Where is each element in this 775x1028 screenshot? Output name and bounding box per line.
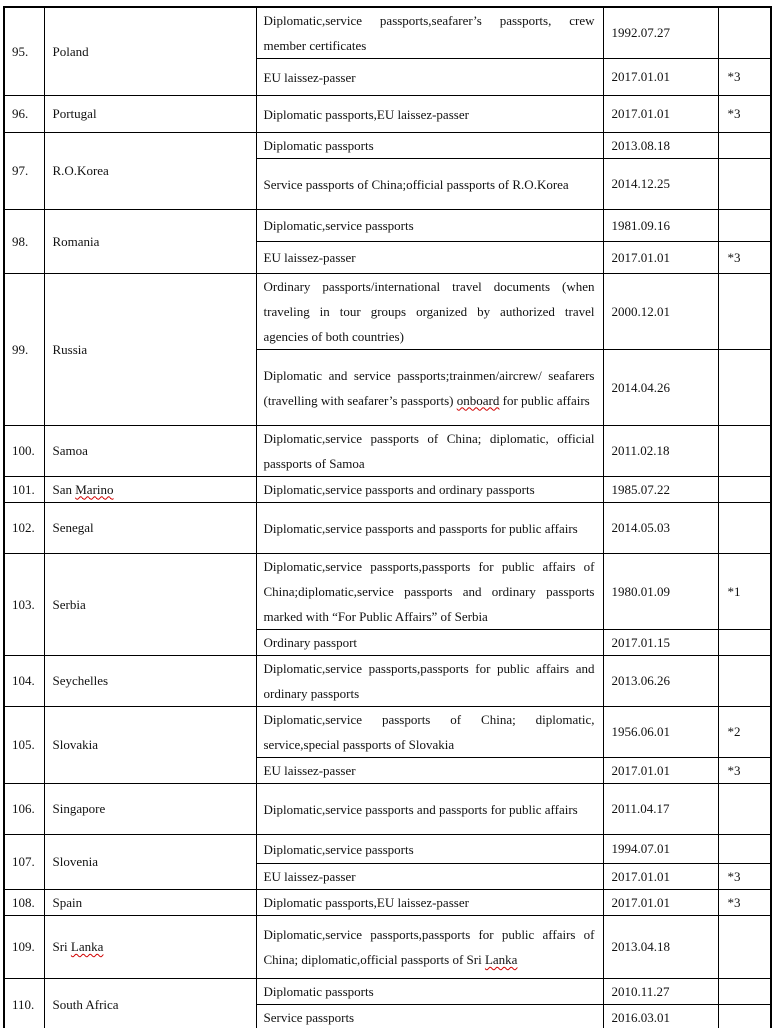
effective-date: 2017.01.01 <box>603 96 718 133</box>
country-name: Poland <box>44 7 256 96</box>
table-row <box>4 96 771 133</box>
row-number: 98. <box>4 210 44 274</box>
effective-date: 1980.01.09 <box>603 554 718 630</box>
passport-types-part: Diplomatic and service passports;trainmen/aircrew/ seafarers (travelling with seafarer’s passports) <box>263 367 595 408</box>
spellcheck-flagged-word: Lanka <box>484 952 518 967</box>
table-row <box>4 503 771 554</box>
effective-date: 2017.01.15 <box>603 630 718 656</box>
country-name: Russia <box>44 274 256 426</box>
effective-date: 1994.07.01 <box>603 835 718 864</box>
footnote-mark: *3 <box>718 864 771 890</box>
country-name: Samoa <box>44 426 256 477</box>
effective-date: 2017.01.01 <box>603 758 718 784</box>
table-row <box>4 656 771 707</box>
row-number: 102. <box>4 503 44 554</box>
footnote-mark: *3 <box>718 59 771 96</box>
passport-types: Diplomatic passports,EU laissez-passer <box>256 890 603 916</box>
effective-date: 2013.04.18 <box>603 916 718 979</box>
country-name: Slovakia <box>44 707 256 784</box>
passport-types: Diplomatic,service passports,passports for public affairs and ordinary passports <box>256 656 603 707</box>
effective-date: 2014.04.26 <box>603 350 718 426</box>
table-row <box>4 890 771 916</box>
country-name: Singapore <box>44 784 256 835</box>
footnote-mark <box>718 159 771 210</box>
footnote-mark: *3 <box>718 242 771 274</box>
table-row <box>4 835 771 864</box>
row-number: 100. <box>4 426 44 477</box>
footnote-mark <box>718 916 771 979</box>
footnote-mark <box>718 133 771 159</box>
passport-types: EU laissez-passer <box>256 59 603 96</box>
spellcheck-flagged-word: Marino <box>75 481 114 497</box>
effective-date: 2011.04.17 <box>603 784 718 835</box>
row-number: 99. <box>4 274 44 426</box>
effective-date: 1956.06.01 <box>603 707 718 758</box>
effective-date: 1981.09.16 <box>603 210 718 242</box>
footnote-mark <box>718 630 771 656</box>
country-name: Romania <box>44 210 256 274</box>
table-row <box>4 426 771 477</box>
row-number: 97. <box>4 133 44 210</box>
table-row <box>4 784 771 835</box>
footnote-mark <box>718 1005 771 1028</box>
passport-types: Diplomatic,service passports <box>256 210 603 242</box>
table-row <box>4 210 771 242</box>
table-row <box>4 707 771 758</box>
country-name: Slovenia <box>44 835 256 890</box>
passport-types: Diplomatic,service passports,passports for public affairs of China;diplomatic,service passports and ordinary passports marked with “For Public Affairs” of Serbia <box>256 554 603 630</box>
passport-types: Service passports <box>256 1005 603 1028</box>
passport-types <box>256 916 603 979</box>
effective-date: 2017.01.01 <box>603 890 718 916</box>
effective-date: 2017.01.01 <box>603 242 718 274</box>
country-name: Senegal <box>44 503 256 554</box>
passport-types: Service passports of China;official passports of R.O.Korea <box>256 159 603 210</box>
country-name-part: Sri <box>52 939 71 954</box>
effective-date: 2014.12.25 <box>603 159 718 210</box>
row-number: 109. <box>4 916 44 979</box>
passport-types: Diplomatic,service passports of China; diplomatic, service,special passports of Slovakia <box>256 707 603 758</box>
footnote-mark <box>718 835 771 864</box>
passport-types: Diplomatic passports <box>256 133 603 159</box>
passport-types: Diplomatic,service passports,seafarer’s passports, crew member certificates <box>256 7 603 59</box>
effective-date: 2013.06.26 <box>603 656 718 707</box>
row-number: 110. <box>4 979 44 1028</box>
table-row <box>4 7 771 59</box>
footnote-mark: *2 <box>718 707 771 758</box>
effective-date: 2013.08.18 <box>603 133 718 159</box>
visa-exemption-table <box>3 6 772 1028</box>
row-number: 105. <box>4 707 44 784</box>
row-number: 103. <box>4 554 44 656</box>
country-name: Serbia <box>44 554 256 656</box>
effective-date: 2010.11.27 <box>603 979 718 1005</box>
passport-types-part: for public affairs <box>499 392 590 408</box>
table-row <box>4 477 771 503</box>
row-number: 96. <box>4 96 44 133</box>
footnote-mark <box>718 426 771 477</box>
table-row <box>4 133 771 159</box>
footnote-mark <box>718 784 771 835</box>
footnote-mark <box>718 7 771 59</box>
row-number: 108. <box>4 890 44 916</box>
effective-date: 2017.01.01 <box>603 864 718 890</box>
row-number: 107. <box>4 835 44 890</box>
footnote-mark <box>718 503 771 554</box>
footnote-mark <box>718 979 771 1005</box>
footnote-mark <box>718 350 771 426</box>
passport-types: Ordinary passport <box>256 630 603 656</box>
country-name: R.O.Korea <box>44 133 256 210</box>
footnote-mark: *1 <box>718 554 771 630</box>
passport-types: Diplomatic,service passports and passports for public affairs <box>256 503 603 554</box>
effective-date: 2000.12.01 <box>603 274 718 350</box>
table-row <box>4 916 771 979</box>
country-name <box>44 477 256 503</box>
effective-date: 2016.03.01 <box>603 1005 718 1028</box>
passport-types-part: Diplomatic,service passports,passports for public affairs of China; diplomatic,official passports of Sri <box>263 927 595 967</box>
effective-date: 2017.01.01 <box>603 59 718 96</box>
footnote-mark <box>718 210 771 242</box>
country-name: Spain <box>44 890 256 916</box>
footnote-mark <box>718 274 771 350</box>
spellcheck-flagged-word: onboard <box>456 392 500 408</box>
effective-date: 2011.02.18 <box>603 426 718 477</box>
passport-types: EU laissez-passer <box>256 242 603 274</box>
passport-types: EU laissez-passer <box>256 864 603 890</box>
footnote-mark <box>718 656 771 707</box>
footnote-mark: *3 <box>718 890 771 916</box>
footnote-mark: *3 <box>718 96 771 133</box>
table-row <box>4 274 771 350</box>
passport-types: Ordinary passports/international travel documents (when traveling in tour groups organized by authorized travel agencies of both countries) <box>256 274 603 350</box>
country-name <box>44 916 256 979</box>
passport-types: Diplomatic,service passports and passports for public affairs <box>256 784 603 835</box>
passport-types: Diplomatic,service passports and ordinary passports <box>256 477 603 503</box>
passport-types: Diplomatic,service passports <box>256 835 603 864</box>
row-number: 95. <box>4 7 44 96</box>
country-name-part: San <box>52 481 76 497</box>
passport-types <box>256 350 603 426</box>
country-name: Portugal <box>44 96 256 133</box>
row-number: 101. <box>4 477 44 503</box>
footnote-mark <box>718 477 771 503</box>
country-name: Seychelles <box>44 656 256 707</box>
table-body <box>4 7 771 1028</box>
country-name: South Africa <box>44 979 256 1028</box>
table-row <box>4 554 771 630</box>
table-row <box>4 979 771 1005</box>
spellcheck-flagged-word: Lanka <box>70 939 104 954</box>
row-number: 106. <box>4 784 44 835</box>
footnote-mark: *3 <box>718 758 771 784</box>
passport-types: EU laissez-passer <box>256 758 603 784</box>
passport-types: Diplomatic,service passports of China; diplomatic, official passports of Samoa <box>256 426 603 477</box>
effective-date: 1985.07.22 <box>603 477 718 503</box>
passport-types: Diplomatic passports,EU laissez-passer <box>256 96 603 133</box>
effective-date: 2014.05.03 <box>603 503 718 554</box>
effective-date: 1992.07.27 <box>603 7 718 59</box>
passport-types: Diplomatic passports <box>256 979 603 1005</box>
row-number: 104. <box>4 656 44 707</box>
